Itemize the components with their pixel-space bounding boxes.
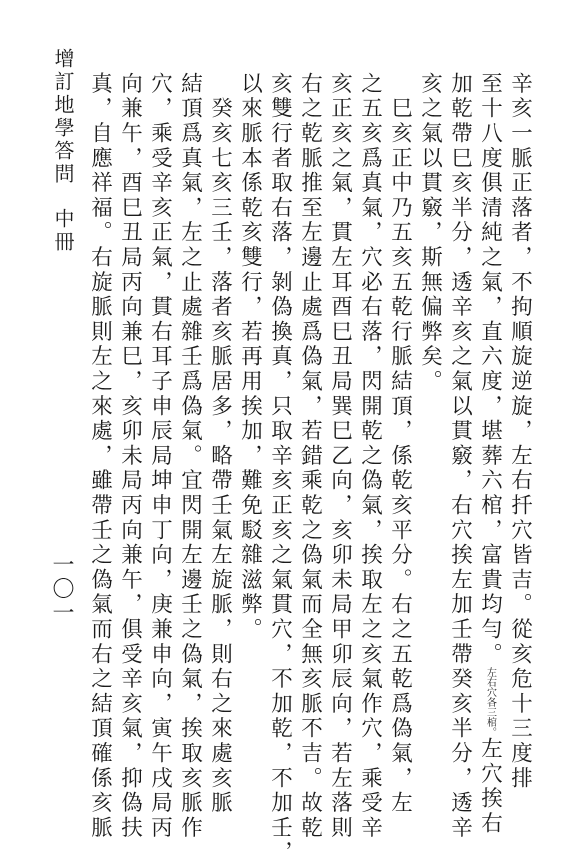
text-column-2	[479, 72, 501, 836]
inline-annotation: 左右穴各三棺。	[484, 667, 496, 738]
running-header	[49, 48, 78, 254]
text-column-6: 之五亥爲真氣，穴必右落，閃開乾之偽氣，挨取左之亥氣作穴，乘受辛	[357, 72, 383, 841]
text-column-13: 穴，乘受辛亥正氣，貫右耳子申辰局坤申丁向，庚兼申向，寅午戌局丙	[147, 72, 173, 841]
book-title: 增訂地學答問	[51, 48, 75, 186]
text-column-12: 結頂爲真氣，左之止處雜壬爲偽氣。宜閃開左邊壬之偽氣，挨取亥脈作	[177, 72, 203, 841]
text-column-8: 右之乾脈推至左邊止處爲偽氣，若錯乘乾之偽氣而全無亥脈不吉。故乾	[297, 72, 323, 841]
text-column-14: 向兼午，酉巳丑局丙向兼巳，亥卯未局丙向兼午，俱受辛亥氣，抑偽扶	[117, 72, 143, 841]
text-column-9: 亥雙行者取右落，剝偽換真，只取辛亥正亥之氣貫穴，不加乾，不加壬，	[267, 72, 293, 866]
page-number: 一〇一	[49, 553, 74, 625]
text-column-10: 以來脈本係乾亥雙行，若再用挨加，難免駁雜滋弊。	[237, 72, 263, 643]
column-2-text: 至十八度俱清純之氣，直六度，堪葬六棺，富貴均勻。	[477, 72, 503, 668]
text-column-5: 巳亥正中乃五亥五乾行脈結頂，係乾亥平分。右之五乾爲偽氣，左	[387, 72, 413, 816]
text-column-1: 辛亥一脈正落者，不拘順旋逆旋，左右扦穴皆吉。從亥危十三度排	[507, 72, 533, 792]
text-column-4: 亥之氣以貫竅，斯無偏弊矣。	[417, 72, 443, 395]
volume-label: 中冊	[51, 208, 75, 254]
text-column-7: 亥正亥之氣，貫左耳酉巳丑局巽巳乙向，亥卯未局甲卯辰向，若左落則	[327, 72, 353, 841]
text-column-11: 癸亥七亥三壬，落者亥脈居多，略帶壬氣左旋脈，則右之來處亥脈	[207, 72, 233, 816]
text-column-3: 加乾帶巳亥半分，透辛亥之氣以貫竅，右穴挨左加壬帶癸亥半分，透辛	[447, 72, 473, 841]
text-column-15: 真，自應祥福。右旋脈則左之來處，雖帶壬之偽氣而右之結頂確係亥脈	[87, 72, 113, 841]
column-2-text-after: 左穴挨右	[477, 737, 503, 837]
